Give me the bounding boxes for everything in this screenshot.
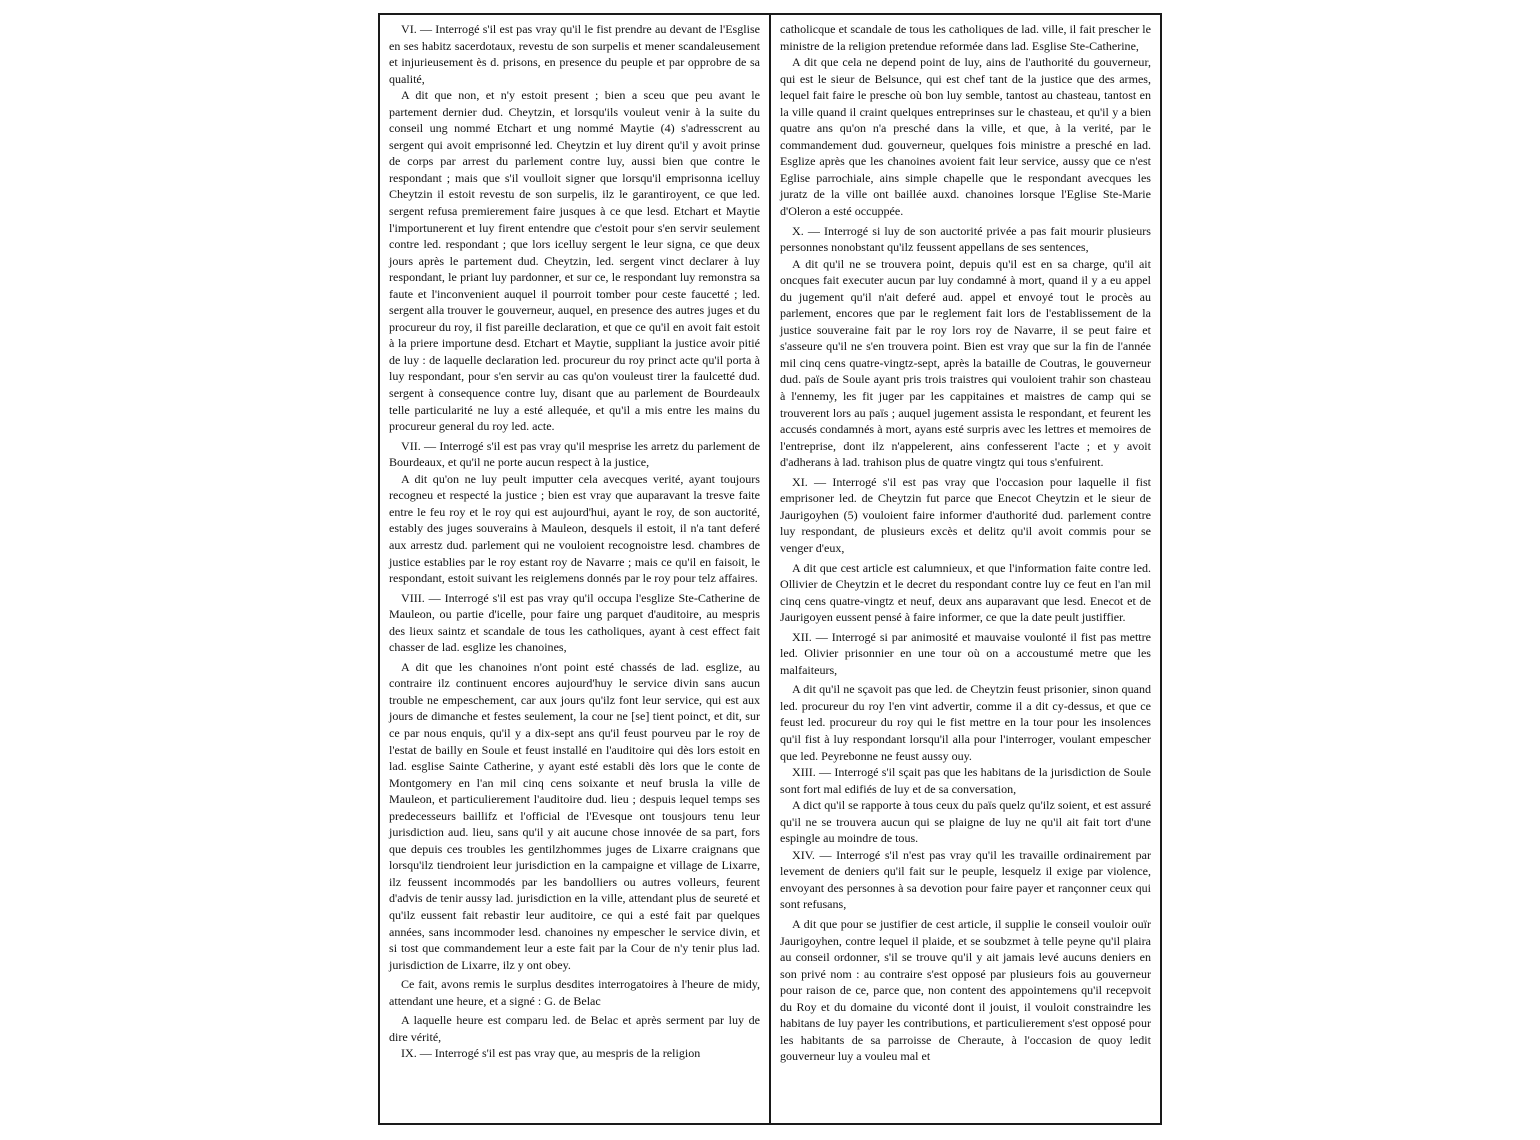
- paragraph: A dit qu'il ne sçavoit pas que led. de Cheytzin feust prisonier, sinon quand led. procureur du roy l'en vint advertir, comme il a dit cy-dessus, et que ce feust led. procureur du roy qui le fist mettre en la tour pour les insolences qu'il fist à luy respondant lorsqu'il alla pour l'interroger, voulant empescher que led. Peyrebonne ne feust aussy ouy.: [780, 682, 1151, 763]
- document-page: [378, 13, 1162, 1125]
- paragraph: A dict qu'il se rapporte à tous ceux du païs quelz qu'ilz soient, et est assuré qu'il ne se trouvera aucun qui se plaigne de luy ne qu'il ait fait tort d'une espingle au moindre de tous.: [780, 798, 1151, 846]
- paragraph: XIV. — Interrogé s'il n'est pas vray qu'il les travaille ordinairement par levement de deniers qu'il fait sur le peuple, lesquelz il exige par violence, envoyant des personnes à sa devotion pour faire payer et rançonner ceux qui sont refusans,: [780, 847, 1151, 912]
- paragraph: VI. — Interrogé s'il est pas vray qu'il le fist prendre au devant de l'Esglise en ses habitz sacerdotaux, revestu de son surpelis et mener scandaleusement et injurieusement ès d. prisons, en presence du peuple et par opprobre de sa qualité,: [389, 22, 760, 86]
- paragraph: XI. — Interrogé s'il est pas vray que l'occasion pour laquelle il fist emprisoner led. de Cheytzin fut parce que Enecot Cheytzin et le sieur de Jaurigoyhen (5) vouloient faire informer d'authorité dud. parlement contre luy respondant, de plusieurs excès et delitz qu'il avoit commis pour se venger d'eux,: [780, 474, 1151, 555]
- paragraph: IX. — Interrogé s'il est pas vray que, au mespris de la religion: [401, 1046, 701, 1061]
- paragraph: A dit que les chanoines n'ont point esté chassés de lad. esglize, au contraire ilz continuent encores aujourd'huy le service divin sans aucun trouble ne empeschement, car aux jours qu'ilz font leur service, qui est aux jours de dimanche et festes seulement, la cour ne [se] tient poinct, et dit, sur ce par nous enquis, qu'il y a dix-sept ans qu'il feust pourveu par le roy de l'estat de bailly en Soule et feust installé en l'auditoire qui dès lors estoit en lad. esglise Sainte Catherine, y ayant esté establi dès lors que le conte de Montgomery en l'an mil cinq cens soixante et neuf brusla la ville de Mauleon, et particulierement l'auditoire dud. lieu ; despuis lequel temps ses predecesseurs baillifz et l'official de l'Evesque ont tousjours tenu leur jurisdiction aud. lieu, sans qu'il y ait aucune chose innovée de sa part, fors que depuis ces troubles les gentilzhommes juges de Lixarre craignans que lorsqu'ilz tiendroient leur jurisdiction en la campaigne et village de Lixarre, ilz feussent incommodés par les bandolliers ou autres volleurs, feurent d'advis de tenir aussy lad. jurisdiction en la ville, attendant plus de seureté et qu'ilz eussent fait rebastir leur auditoire, ce qui a esté fait par quelques années, sans incommoder lesd. chanoines ny empescher le service divin, et si tost que commandement leur a este fait par la Cour de n'y tenir plus lad. jurisdiction de Lixarre, ilz y ont obey.: [389, 659, 760, 972]
- paragraph: A dit qu'il ne se trouvera point, depuis qu'il est en sa charge, qu'il ait oncques fait executer aucun par luy condamné à mort, quand il y a eu appel du jugement qu'il n'ait deferé aud. appel et envoyé tout le procès au parlement, encores que par le reglement fait lors de l'establissement de la justice souveraine fait par le roy lors roy de Navarre, il se peut faire et s'asseure qu'il ne s'en trouvera point. Bien est vray que sur la fin de l'année mil cinq cens quatre-vingtz-sept, après la bataille de Coutras, le gouverneur dud. païs de Soule ayant pris trois traistres qui vouloient trahir son chasteau à l'ennemy, les fit juger par les cappitaines et maistres de camp qui se trouverent lors au païs ; auquel jugement assista le respondant, et feurent les accusés condamnés à mort, ayans esté surpris avec les lettres et memoires de l'entreprise, dont ilz n'appelerent, ains confesserent l'acte ; et y avoit d'adherans à lad. trahison plus de quatre vingtz qui tous s'enfuirent.: [780, 256, 1151, 470]
- paragraph: XIII. — Interrogé s'il sçait pas que les habitans de la jurisdiction de Soule sont fort mal edifiés de luy et de sa conversation,: [780, 765, 1151, 796]
- paragraph: A dit que pour se justifier de cest article, il supplie le conseil vouloir ouïr Jaurigoyhen, contre lequel il plaide, et se soubzmet à telle peyne qu'il plaira au conseil ordonner, s'il se trouve qu'il y ait jamais levé aucuns deniers en son privé nom : au contraire s'est opposé par plusieurs fois au gouverneur pour raison de ce, parce que, non content des appointemens qu'il recepvoit du Roy et du domaine du viconté dont il jouist, il vouloit constraindre les habitans de luy payer les contributions, et particulierement s'est opposé pour les habitants de sa parroisse de Cheraute, à l'occasion de quoy ledit gouverneur luy a vouleu mal et: [780, 916, 1151, 1064]
- paragraph: A dit que cest article est calumnieux, et que l'information faite contre led. Ollivier de Cheytzin et le decret du respondant contre luy ce feut en l'an mil cinq cens quatre-vingtz et neuf, deux ans auparavant que lesd. Enecot et de Jaurigoyen eussent pensé à faire informer, ce que la date peult justiffier.: [780, 560, 1151, 625]
- paragraph: XII. — Interrogé si par animosité et mauvaise voulonté il fist pas mettre led. Olivier prisonnier en une tour où on a accoustumé metre que les malfaiteurs,: [780, 629, 1151, 677]
- paragraph: Ce fait, avons remis le surplus desdites interrogatoires à l'heure de midy, attendant une heure, et a signé : G. de Belac: [389, 977, 760, 1008]
- paragraph: catholicque et scandale de tous les catholiques de lad. ville, il fait prescher le ministre de la religion pretendue reformée dans lad. Esglise Ste-Catherine,: [780, 22, 1151, 53]
- paragraph: A dit que non, et n'y estoit present ; bien a sceu que peu avant le partement dernier dud. Cheytzin, et lorsqu'ils vouleut venir à la suite du conseil ung nommé Etchart et ung nommé Maytie (4) s'adresscrent au sergent qui avoit emprisonné led. Cheytzin et luy dirent qu'il y avoit prinse de corps par arrest du parlement contre luy, aussi bien que contre le respondant ; mais que s'il voulloit signer que lorsqu'il emprisonna icelluy Cheytzin il estoit revestu de son surpelis, ilz le garantiroyent, ce que led. sergent refusa premierement faire jusques à ce que lesd. Etchart et Maytie l'importunerent et luy firent entendre que c'estoit pour s'en servir seulement contre led. respondant ; que lors icelluy sergent le leur signa, ce que deux jours après le partement dud. Cheytzin, led. sergent vinct declarer à luy respondant, le priant luy pardonner, et sur ce, le respondant luy remonstra sa faute et l'inconvenient auquel il pourroit tomber pour ceste faucetté ; led. sergent alla trouver le gouverneur, auquel, en presence des autres juges et du procureur du roy, il fist pareille declaration, et que ce qu'il en avoit fait estoit à la priere importune desd. Etchart et Maytie, suppliant la justice avoir pitié de luy : de laquelle declaration led. procureur du roy princt acte qu'il porta à luy respondant, pour s'en servir au cas qu'on vouleust tirer la faulcetté dud. sergent à consequence contre luy, disant que au parlement de Bourdeaulx telle particularité ne luy a esté allequée, et qu'il a mis entre les mains du procureur general du roy led. acte.: [389, 88, 760, 434]
- paragraph: X. — Interrogé si luy de son auctorité privée a pas fait mourir plusieurs personnes nonobstant qu'ilz feussent appellans de ses sentences,: [780, 223, 1151, 255]
- paragraph: VIII. — Interrogé s'il est pas vray qu'il occupa l'esglize Ste-Catherine de Mauleon, ou partie d'icelle, pour faire ung parquet d'auditoire, au mespris des lieux saintz et scandale de tous les catholiques, ayant à cest effect fait chasser de lad. esglize les chanoines,: [389, 590, 760, 655]
- paragraph: A dit que cela ne depend point de luy, ains de l'authorité du gouverneur, qui est le sieur de Belsunce, qui est chef tant de la justice que des armes, lequel fait faire le presche où bon luy semble, tantost au chasteau, tantost en la ville quand il craint quelques entreprinses sur le chasteau, et qu'il y a bien quatre ans qu'on n'a presché dans la ville, et que, à la verité, par le commandement dud. gouverneur, quelques fois ministre a presché en lad. Esglize après que les chanoines avoient fait leur service, aussy que ce n'est Eglise parrochiale, ains simple chapelle que le respondant avecques les juratz de la ville ont baillée auxd. chanoines lorsque l'Eglise Ste-Marie d'Oleron a esté occuppée.: [780, 55, 1151, 219]
- paragraph: A laquelle heure est comparu led. de Belac et après serment par luy de dire vérité,: [389, 1013, 760, 1044]
- paragraph: VII. — Interrogé s'il est pas vray qu'il mesprise les arretz du parlement de Bourdeaux, et qu'il ne porte aucun respect à la justice,: [389, 438, 760, 470]
- column-divider: [769, 15, 771, 1123]
- left-column: [389, 21, 760, 1062]
- right-column: [780, 21, 1151, 1065]
- paragraph: A dit qu'on ne luy peult imputter cela avecques verité, ayant toujours recogneu et respecté la justice ; bien est vray que auparavant la tresve faite entre le feu roy et le roy qui est aujourd'hui, ayant le roy, de son auctorité, estably des juges souverains à Mauleon, desquels il estoit, il n'a tant deferé aux arrestz dud. parlement qui ne vouloient recognoistre lesd. chambres de justice establies par le roy estant roy de Navarre ; mais ce qu'il en faisoit, le respondant, estoit suivant les reiglemens donnés par le roy pour telz affaires.: [389, 471, 760, 586]
